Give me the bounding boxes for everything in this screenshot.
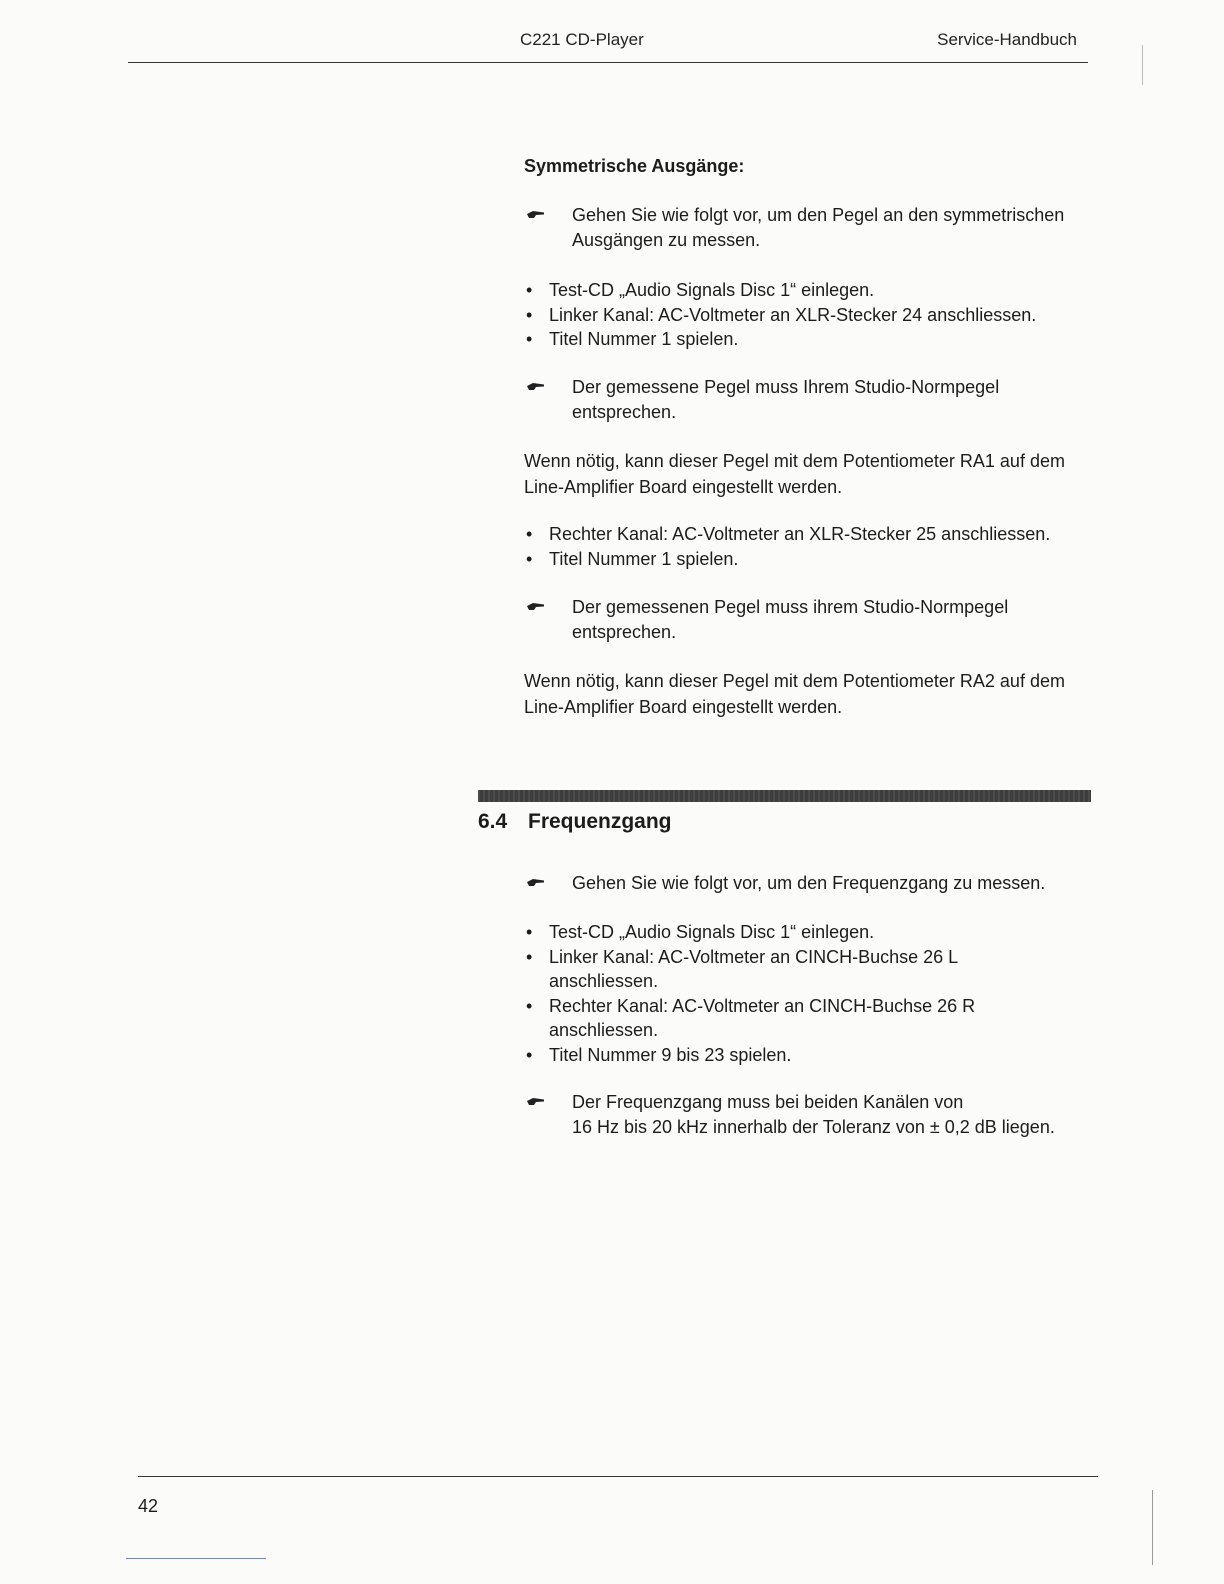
note-text: Der gemessenen Pegel muss ihrem Studio-Normpegel entsprechen. <box>572 597 1009 642</box>
page-number: 42 <box>138 1496 159 1516</box>
pointing-hand-icon <box>526 597 546 615</box>
scan-edge-mark <box>1142 45 1143 85</box>
paragraph: Wenn nötig, kann dieser Pegel mit dem Potentiometer RA1 auf dem Line-Amplifier Board eingestellt werden. <box>524 451 1065 497</box>
note-block <box>524 595 1104 645</box>
note-text-line: Der Frequenzgang muss bei beiden Kanälen von <box>572 1092 964 1112</box>
footer-rule <box>138 1476 1098 1477</box>
section-title: Frequenzgang <box>528 810 672 833</box>
pointing-hand-icon <box>526 873 546 891</box>
list-item: • Titel Nummer 1 spielen. <box>524 327 1104 352</box>
note-block <box>524 203 1104 253</box>
section-divider-band <box>478 790 1091 802</box>
section-heading-symmetric-outputs: Symmetrische Ausgänge: <box>524 156 745 176</box>
note-block <box>524 1090 1114 1140</box>
list-item: • Rechter Kanal: AC-Voltmeter an CINCH-Buchse 26 R anschliessen. <box>524 994 1004 1043</box>
note-block <box>524 871 1104 896</box>
section-heading-frequency-response <box>478 810 672 834</box>
scan-edge-mark <box>1152 1490 1153 1565</box>
header-title: C221 CD-Player <box>520 30 644 49</box>
step-list <box>524 522 1104 571</box>
note-text: Gehen Sie wie folgt vor, um den Pegel an den symmetrischen Ausgängen zu messen. <box>572 205 1065 250</box>
step-list <box>524 920 1004 1067</box>
header-manual-name: Service-Handbuch <box>937 30 1077 49</box>
list-item: • Linker Kanal: AC-Voltmeter an CINCH-Buchse 26 L anschliessen. <box>524 945 1004 994</box>
pointing-hand-icon <box>526 1092 546 1110</box>
section-number: 6.4 <box>478 810 508 833</box>
list-item: • Linker Kanal: AC-Voltmeter an XLR-Stecker 24 anschliessen. <box>524 303 1104 328</box>
note-text-line: 16 Hz bis 20 kHz innerhalb der Toleranz von ± 0,2 dB liegen. <box>572 1117 1055 1137</box>
list-item: • Rechter Kanal: AC-Voltmeter an XLR-Stecker 25 anschliessen. <box>524 522 1104 547</box>
list-item: • Titel Nummer 9 bis 23 spielen. <box>524 1043 1004 1068</box>
scan-artifact-line <box>126 1558 266 1559</box>
pointing-hand-icon <box>526 377 546 395</box>
list-item: • Test-CD „Audio Signals Disc 1“ einlegen. <box>524 920 1004 945</box>
list-item: • Test-CD „Audio Signals Disc 1“ einlegen. <box>524 278 1104 303</box>
step-list <box>524 278 1104 352</box>
header-rule <box>128 62 1088 63</box>
note-text: Der gemessene Pegel muss Ihrem Studio-Normpegel entsprechen. <box>572 377 1000 422</box>
note-text: Gehen Sie wie folgt vor, um den Frequenzgang zu messen. <box>572 873 1046 893</box>
paragraph: Wenn nötig, kann dieser Pegel mit dem Potentiometer RA2 auf dem Line-Amplifier Board eingestellt werden. <box>524 671 1065 717</box>
pointing-hand-icon <box>526 205 546 223</box>
note-block <box>524 375 1104 425</box>
list-item: • Titel Nummer 1 spielen. <box>524 547 1104 572</box>
